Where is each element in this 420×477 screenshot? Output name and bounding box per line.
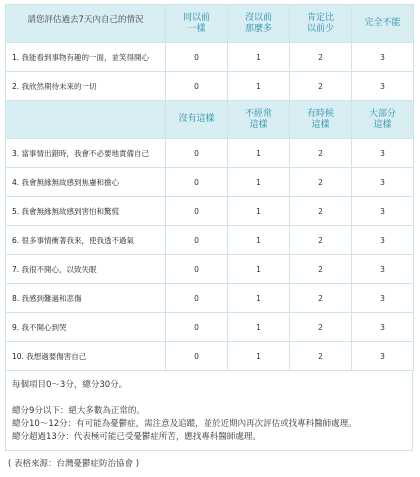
table-row — [6, 284, 414, 313]
header1-option-1 — [228, 5, 290, 43]
option-label: 完全不能 — [364, 18, 401, 29]
score-cell: 2 — [290, 342, 352, 371]
score-range-possible: 總分10～12分：有可能為憂鬱症，需注意及追蹤，並於近期內再次評估或找專科醫師處理。 — [12, 419, 357, 429]
score-cell: 3 — [352, 342, 414, 371]
option-label: 沒有這樣 — [178, 114, 215, 125]
option-label: 肯定比 以前少 — [306, 12, 334, 34]
question-label: 5. 我會無緣無故感到害怕和驚慌 — [6, 197, 166, 226]
option-label: 大部分 這樣 — [368, 108, 396, 130]
score-cell: 0 — [166, 168, 228, 197]
score-cell: 1 — [228, 43, 290, 72]
header2-option-2 — [290, 101, 352, 139]
score-cell: 1 — [228, 284, 290, 313]
score-cell: 0 — [166, 43, 228, 72]
table-row — [6, 313, 414, 342]
header1-option-3 — [352, 5, 414, 43]
table-row — [6, 197, 414, 226]
score-cell: 2 — [290, 284, 352, 313]
question-label: 4. 我會無緣無故感到焦慮和擔心 — [6, 168, 166, 197]
score-range-likely: 總分超過13分：代表極可能已受憂鬱症所苦，應找專科醫師處理。 — [12, 432, 261, 442]
table-row — [6, 139, 414, 168]
header1-question-header: 請您評估過去7天內自己的情況 — [6, 5, 166, 43]
score-cell: 0 — [166, 255, 228, 284]
header2-header-row — [6, 101, 414, 139]
score-cell: 2 — [290, 139, 352, 168]
score-range-normal: 總分9分以下：絕大多數為正常的。 — [12, 406, 145, 416]
table-row — [6, 43, 414, 72]
header2-option-3 — [352, 101, 414, 139]
score-cell: 2 — [290, 313, 352, 342]
score-cell: 1 — [228, 197, 290, 226]
option-label: 不經常 這樣 — [244, 108, 272, 130]
epds-questionnaire-table — [5, 4, 414, 371]
score-cell: 0 — [166, 342, 228, 371]
table-row — [6, 72, 414, 101]
option-label: 同以前 一樣 — [182, 12, 210, 34]
table-row — [6, 168, 414, 197]
scoring-notes — [5, 371, 413, 451]
score-cell: 0 — [166, 197, 228, 226]
header1-header-row — [6, 5, 414, 43]
score-cell: 3 — [352, 255, 414, 284]
question-label: 7. 我很不開心，以致失眠 — [6, 255, 166, 284]
score-cell: 1 — [228, 139, 290, 168]
score-cell: 3 — [352, 284, 414, 313]
header2-option-0 — [166, 101, 228, 139]
score-cell: 0 — [166, 139, 228, 168]
score-cell: 3 — [352, 197, 414, 226]
score-cell: 0 — [166, 284, 228, 313]
option-label: 有時候 這樣 — [306, 108, 334, 130]
question-label: 9. 我不開心到哭 — [6, 313, 166, 342]
table-row — [6, 226, 414, 255]
score-cell: 1 — [228, 226, 290, 255]
header1-option-0 — [166, 5, 228, 43]
header2-option-1 — [228, 101, 290, 139]
option-label: 沒以前 那麼多 — [244, 12, 272, 34]
table-source: ( 表格來源：台灣憂鬱症防治協會 ) — [8, 459, 140, 469]
score-cell: 1 — [228, 255, 290, 284]
score-cell: 0 — [166, 226, 228, 255]
score-cell: 2 — [290, 197, 352, 226]
question-label: 10. 我想過要傷害自己 — [6, 342, 166, 371]
score-cell: 3 — [352, 72, 414, 101]
score-cell: 1 — [228, 168, 290, 197]
header1-option-2 — [290, 5, 352, 43]
score-cell: 2 — [290, 255, 352, 284]
question-label: 1. 我能看到事物有趣的一面，並笑得開心 — [6, 43, 166, 72]
scoring-rule: 每個項目0～3分，總分30分。 — [12, 380, 128, 390]
question-label: 6. 很多事情衝著我來，使我透不過氣 — [6, 226, 166, 255]
score-cell: 3 — [352, 226, 414, 255]
score-cell: 2 — [290, 43, 352, 72]
score-cell: 0 — [166, 313, 228, 342]
question-label: 8. 我感到難過和悲傷 — [6, 284, 166, 313]
table-row — [6, 255, 414, 284]
table-row — [6, 342, 414, 371]
header2-question-header — [6, 101, 166, 139]
question-label: 3. 當事情出錯時，我會不必要地責備自己 — [6, 139, 166, 168]
question-label: 2. 我欣然期待未來的一切 — [6, 72, 166, 101]
score-cell: 2 — [290, 226, 352, 255]
score-cell: 1 — [228, 313, 290, 342]
score-cell: 3 — [352, 313, 414, 342]
score-cell: 0 — [166, 72, 228, 101]
score-cell: 2 — [290, 168, 352, 197]
score-cell: 3 — [352, 43, 414, 72]
score-cell: 3 — [352, 139, 414, 168]
score-cell: 3 — [352, 168, 414, 197]
score-cell: 1 — [228, 342, 290, 371]
score-cell: 2 — [290, 72, 352, 101]
score-cell: 1 — [228, 72, 290, 101]
